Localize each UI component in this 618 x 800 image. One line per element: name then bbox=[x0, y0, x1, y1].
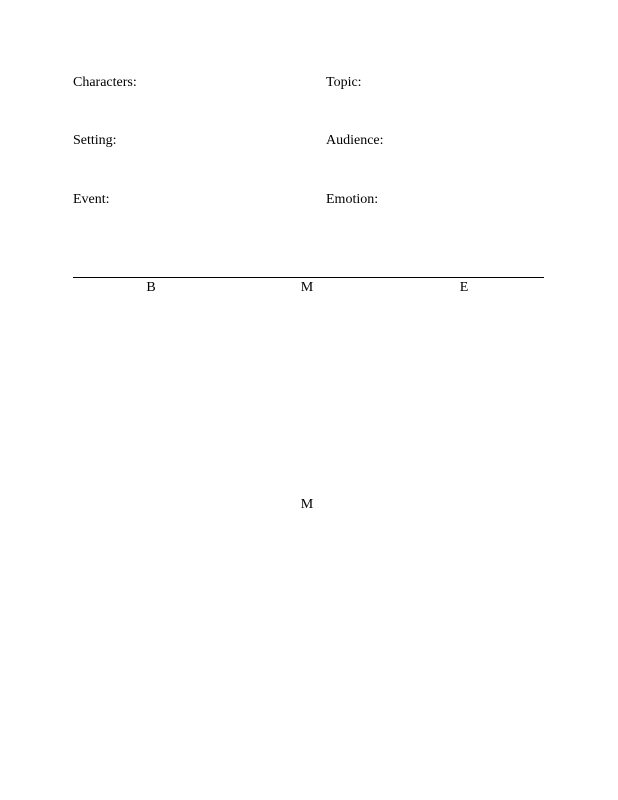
event-label: Event: bbox=[73, 192, 110, 207]
characters-label: Characters: bbox=[73, 75, 137, 90]
setting-label: Setting: bbox=[73, 133, 117, 148]
audience-label: Audience: bbox=[326, 133, 384, 148]
emotion-label: Emotion: bbox=[326, 192, 379, 207]
timeline-end-marker: E bbox=[459, 280, 469, 295]
timeline-line bbox=[73, 277, 544, 278]
lower-middle-marker: M bbox=[300, 497, 314, 512]
timeline-beginning-marker: B bbox=[146, 280, 156, 295]
topic-label: Topic: bbox=[326, 75, 362, 90]
timeline-middle-marker: M bbox=[300, 280, 314, 295]
